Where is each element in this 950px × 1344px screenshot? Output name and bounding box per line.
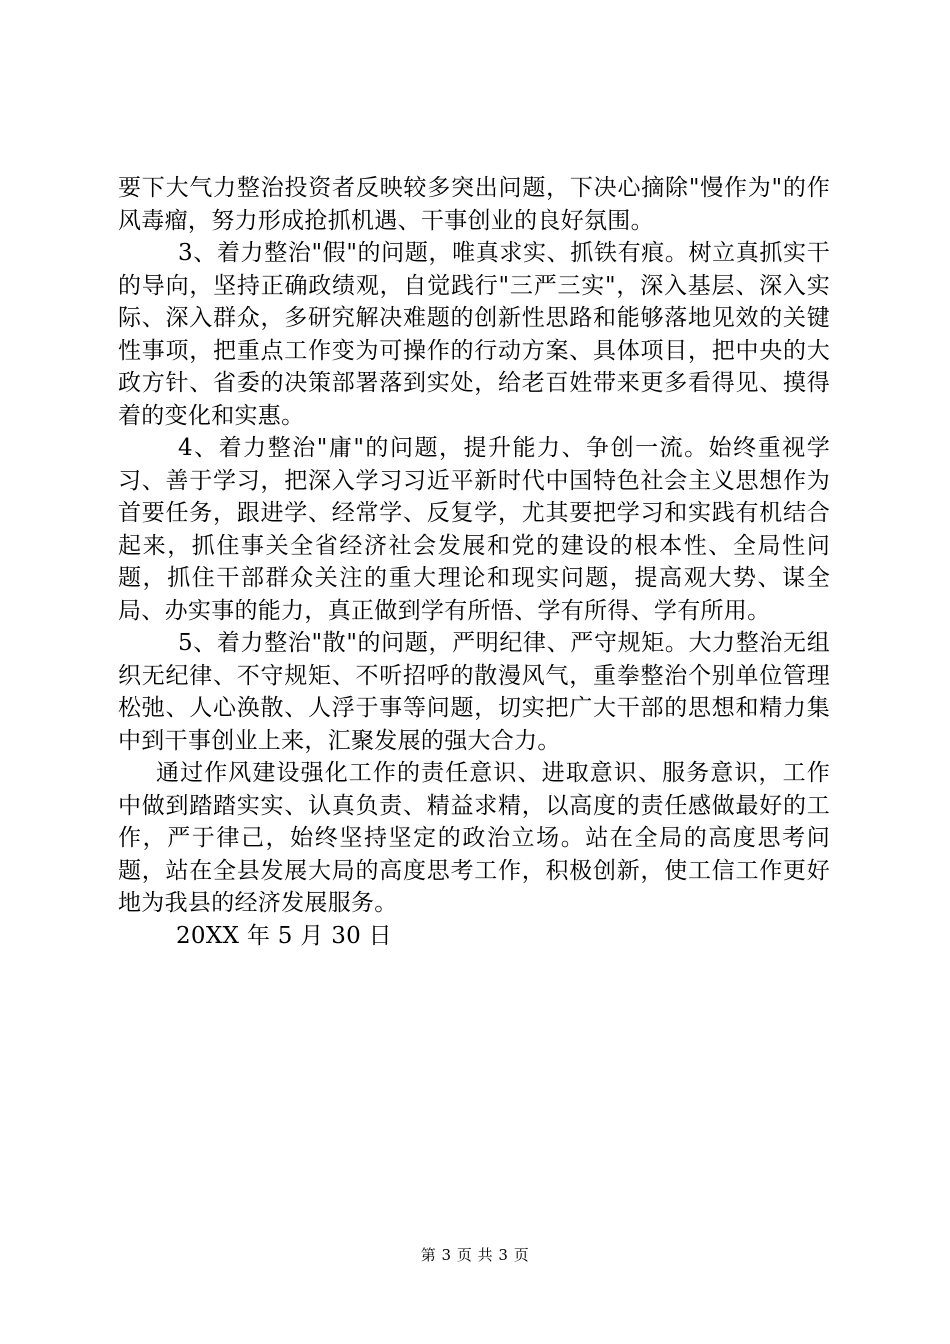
- paragraph-item-3: 3、着力整治"假"的问题，唯真求实、抓铁有痕。树立真抓实干的导向，坚持正确政绩观，自觉践行"三严三实"，深入基层、深入实际、深入群众，多研究解决难题的创新性思路和能够落地见效的关键性事项，把重点工作变为可操作的行动方案、具体项目，把中央的大政方针、省委的决策部署落到实处，给老百姓带来更多看得见、摸得着的变化和实惠。: [118, 240, 830, 429]
- document-date: 20XX 年 5 月 30 日: [176, 922, 392, 949]
- document-body: [118, 172, 830, 952]
- paragraph-continuation: 要下大气力整治投资者反映较多突出问题，下决心摘除"慢作为"的作风毒瘤，努力形成抢抓机遇、干事创业的良好氛围。: [118, 175, 830, 234]
- paragraph-item-5: 5、着力整治"散"的问题，严明纪律、严守规矩。大力整治无组织无纪律、不守规矩、不听招呼的散漫风气，重拳整治个别单位管理松弛、人心涣散、人浮于事等问题，切实把广大干部的思想和精力集中到干事创业上来，汇聚发展的强大合力。: [118, 630, 830, 754]
- page-footer: 第 3 页 共 3 页: [420, 1246, 530, 1264]
- paragraph-closing: 通过作风建设强化工作的责任意识、进取意识、服务意识，工作中做到踏踏实实、认真负责、精益求精，以高度的责任感做最好的工作，严于律己，始终坚持坚定的政治立场。站在全局的高度思考问题，站在全县发展大局的高度思考工作，积极创新，使工信工作更好地为我县的经济发展服务。: [118, 760, 830, 916]
- paragraph-item-4: 4、着力整治"庸"的问题，提升能力、争创一流。始终重视学习、善于学习，把深入学习习近平新时代中国特色社会主义思想作为首要任务，跟进学、经常学、反复学，尤其要把学习和实践有机结合起来，抓住事关全省经济社会发展和党的建设的根本性、全局性问题，抓住干部群众关注的重大理论和现实问题，提高观大势、谋全局、办实事的能力，真正做到学有所悟、学有所得、学有所用。: [118, 435, 830, 624]
